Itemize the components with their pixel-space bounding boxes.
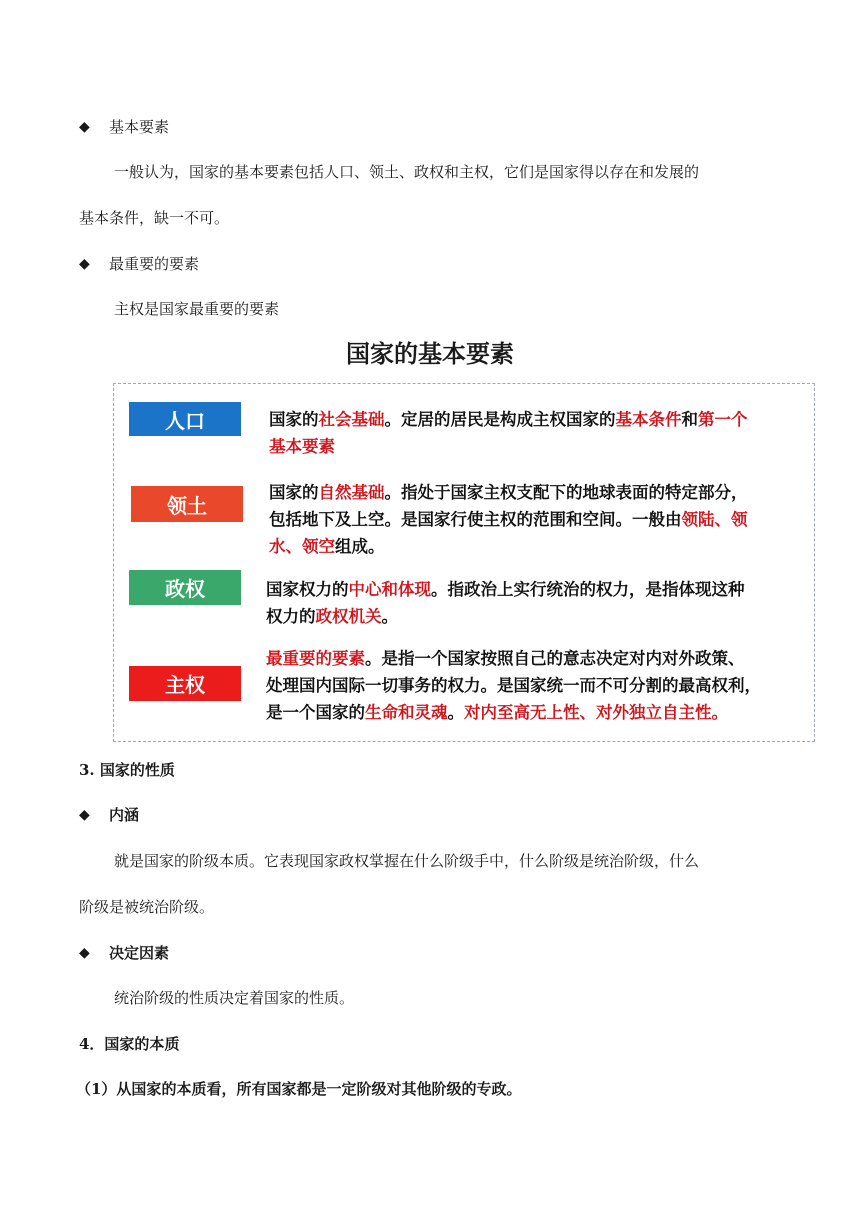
description-segment: 包括地下及上空。是国家行使主权的范围和空间。一般由: [269, 510, 682, 529]
paragraph-basic-line1: 一般认为，国家的基本要素包括人口、领土、政权和主权，它们是国家得以存在和发展的: [114, 163, 700, 181]
paragraph-connotation-line1: 就是国家的阶级本质。它表现国家政权掌握在什么阶级手中，什么阶级是统治阶级，什么: [114, 852, 700, 870]
description-line: [266, 699, 761, 726]
heading-determining-factor: 决定因素: [109, 944, 170, 962]
description-segment: 国家的: [269, 410, 319, 429]
description-segment: 政权机关: [315, 607, 382, 626]
sovereignty-statement: 主权是国家最重要的要素: [114, 300, 280, 318]
paragraph-basic-line2: 基本条件，缺一不可。: [79, 209, 230, 227]
description-segment: 基本要素: [269, 437, 335, 456]
bullet-diamond-icon: ◆: [79, 807, 90, 823]
description-segment: 。指政治上实行统治的权力，是指体现这种: [431, 580, 745, 599]
description-line: [269, 533, 748, 560]
description-segment: 领陆、领: [681, 510, 748, 529]
description-segment: 。是指一个国家按照自己的意志决定对内对外政策、: [365, 649, 745, 668]
description-line: [269, 479, 748, 506]
bullet-diamond-icon: ◆: [79, 256, 90, 272]
description-line: [266, 576, 745, 603]
element-description: [269, 479, 748, 560]
description-segment: 自然基础: [318, 483, 385, 502]
description-segment: 基本条件: [615, 410, 682, 429]
bullet-diamond-icon: ◆: [79, 119, 90, 135]
element-tag: 主权: [129, 666, 241, 701]
element-tag: 领土: [131, 486, 243, 522]
element-tag: 人口: [129, 402, 241, 436]
description-segment: 组成。: [335, 537, 385, 556]
description-line: [269, 406, 748, 433]
heading-most-important: 最重要的要素: [109, 255, 200, 273]
element-description: [266, 645, 761, 726]
description-segment: 对内至高无上性、对外独立自主性。: [464, 703, 728, 722]
section-3-title: 3. 国家的性质: [79, 761, 175, 779]
paragraph-connotation-line2: 阶级是被统治阶级。: [79, 898, 215, 916]
paragraph-determining-factor: 统治阶级的性质决定着国家的性质。: [114, 989, 355, 1007]
description-line: [266, 672, 761, 699]
heading-basic-elements: 基本要素: [109, 118, 170, 136]
description-segment: 国家的: [269, 483, 319, 502]
heading-connotation: 内涵: [109, 806, 140, 824]
section-4-point-1: （1）从国家的本质看，所有国家都是一定阶级对其他阶级的专政。: [76, 1080, 522, 1098]
description-segment: 水、领空: [269, 537, 335, 556]
description-segment: 国家权力的: [266, 580, 349, 599]
description-line: [269, 506, 748, 533]
description-segment: 。定居的居民是构成主权国家的: [384, 410, 616, 429]
description-segment: 中心和体现: [348, 580, 431, 599]
description-line: [266, 645, 761, 672]
description-segment: 是一个国家的: [266, 703, 365, 722]
description-segment: 第一个: [698, 410, 748, 429]
description-segment: 和: [681, 410, 698, 429]
section-4-title: 4．国家的本质: [79, 1035, 180, 1053]
element-description: [266, 576, 745, 630]
bullet-diamond-icon: ◆: [79, 945, 90, 961]
description-segment: 。: [447, 703, 464, 722]
description-segment: 社会基础: [318, 410, 385, 429]
description-segment: 。: [381, 607, 398, 626]
description-segment: 权力的: [266, 607, 316, 626]
description-segment: 。指处于国家主权支配下的地球表面的特定部分，: [384, 483, 748, 502]
element-tag: 政权: [129, 570, 241, 605]
description-segment: 处理国内国际一切事务的权力。是国家统一而不可分割的最高权利，: [266, 676, 761, 695]
element-description: [269, 406, 748, 460]
description-line: [266, 603, 745, 630]
description-segment: 生命和灵魂: [365, 703, 448, 722]
description-segment: 最重要的要素: [266, 649, 365, 668]
description-line: [269, 433, 748, 460]
diagram-title: 国家的基本要素: [346, 340, 514, 368]
